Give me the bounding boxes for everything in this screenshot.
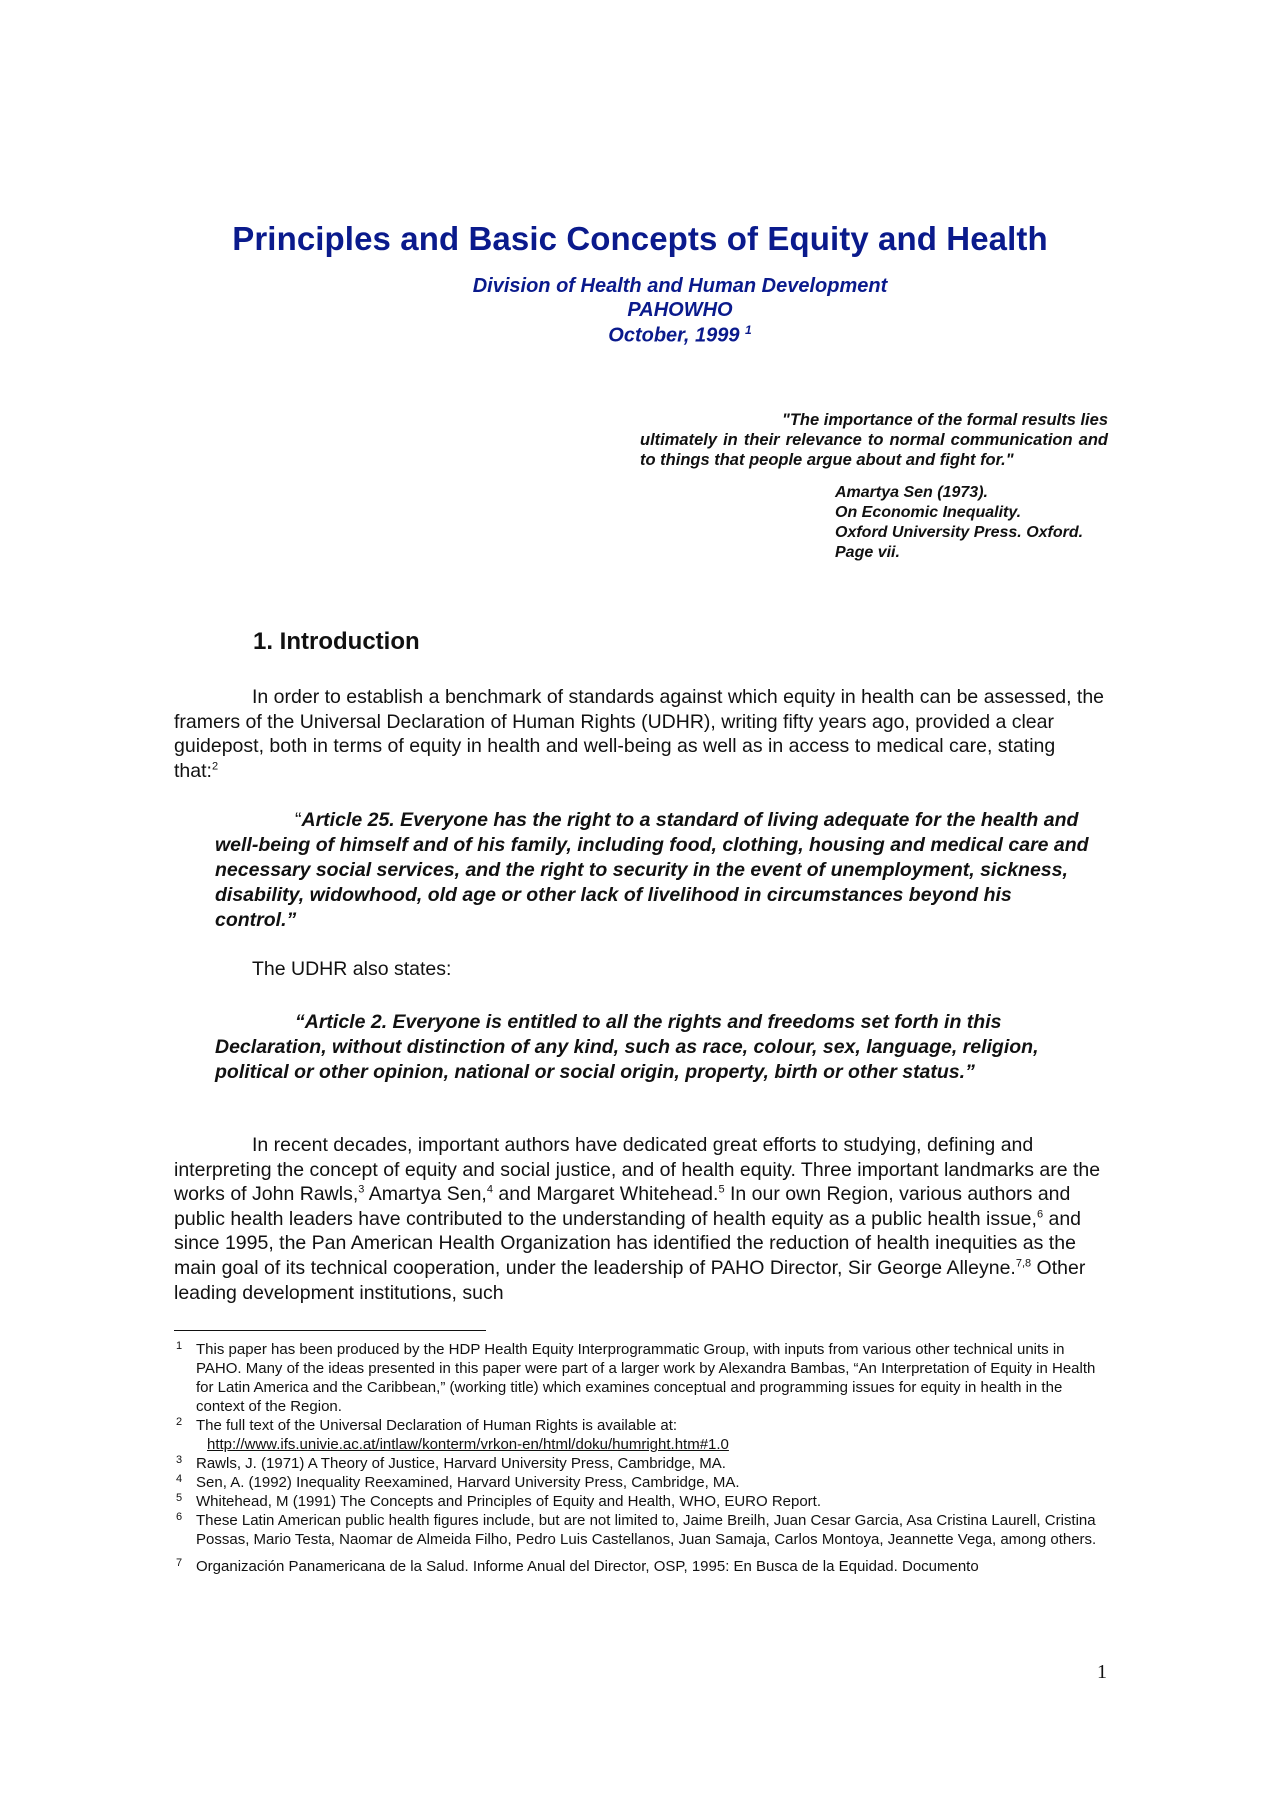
paragraph-3 xyxy=(174,1133,1104,1305)
p3-part-e: and since 1995, the Pan American Health Organization has identified the reduction of health inequities as the main goal of its technical cooperation, under the leadership of PAHO Director, Sir George Alleyne. xyxy=(174,1207,1082,1279)
footnote-ref-7-8[interactable]: 7,8 xyxy=(1015,1257,1032,1270)
footnote-3-number: 3 xyxy=(176,1454,183,1466)
footnote-6-number: 6 xyxy=(176,1511,183,1523)
p3-part-a: In recent decades, important authors have dedicated great efforts to studying, defining and interpreting the concept of equity and social justice, and of health equity. Three important landmarks are the works of John Rawls, xyxy=(174,1134,1101,1206)
organization-subtitle: PAHOWHO xyxy=(627,299,733,321)
paragraph-2-text: The UDHR also states: xyxy=(252,958,452,980)
footnote-2-number: 2 xyxy=(176,1416,183,1428)
footnote-1 xyxy=(174,1340,1104,1416)
open-quote-mark: “ xyxy=(295,809,302,831)
division-subtitle: Division of Health and Human Development xyxy=(472,275,888,297)
footnote-ref-2[interactable]: 2 xyxy=(211,760,219,773)
page-title: Principles and Basic Concepts of Equity and Health xyxy=(232,220,1048,257)
source-author: Amartya Sen (1973). xyxy=(835,484,988,501)
footnote-7-number: 7 xyxy=(176,1557,183,1569)
p3-part-f: Other leading development institutions, such xyxy=(174,1256,1086,1304)
footnote-ref-1[interactable]: 1 xyxy=(745,323,752,337)
footnote-1-number: 1 xyxy=(176,1340,183,1352)
paragraph-1 xyxy=(174,685,1104,783)
footnote-4-text: Sen, A. (1992) Inequality Reexamined, Harvard University Press, Cambridge, MA. xyxy=(196,1474,740,1491)
date-text: October, 1999 xyxy=(608,324,740,347)
article-25-quote xyxy=(215,808,1095,933)
epigraph-line-2: ultimately in their relevance to normal communication and to things that people argue about and fight for." xyxy=(640,431,1108,469)
epigraph-line-1: "The importance of the formal results lies xyxy=(782,411,1108,429)
udhr-link[interactable]: http://www.ifs.univie.ac.at/intlaw/konterm/vrkon-en/html/doku/humright.htm#1.0 xyxy=(207,1436,729,1453)
paragraph-1-text: In order to establish a benchmark of standards against which equity in health can be assessed, the framers of the Universal Declaration of Human Rights (UDHR), writing fifty years ago, provided a clear guidepost, both in terms of equity in health and well-being as well as in access to medical care, stating that: xyxy=(174,686,1105,782)
article-25-text: Article 25. Everyone has the right to a standard of living adequate for the health and well-being of himself and of his family, including food, clothing, housing and medical care and necessary social services, and the right to security in the event of unemployment, sickness, disability, widowhood, old age or other lack of livelihood in circumstances beyond his control.” xyxy=(215,809,1089,931)
footnote-6-text: These Latin American public health figures include, but are not limited to, Jaime Breilh, Juan Cesar Garcia, Asa Cristina Laurell, Cristina Possas, Mario Testa, Naomar de Almeida Filho, Pedro Luis Castellanos, Juan Samaja, Carlos Montoya, Jeannette Vega, among others. xyxy=(196,1512,1097,1548)
article-2-text: “Article 2. Everyone is entitled to all the rights and freedoms set forth in this Declaration, without distinction of any kind, such as race, colour, sex, language, religion, political or other opinion, national or social origin, property, birth or other status.” xyxy=(215,1011,1039,1083)
footnote-2 xyxy=(174,1416,1104,1454)
footnotes xyxy=(174,1340,1104,1576)
p3-part-d: In our own Region, various authors and public health leaders have contributed to the understanding of health equity as a public health issue, xyxy=(174,1183,1071,1230)
footnote-6 xyxy=(174,1511,1104,1549)
epigraph-quote xyxy=(640,410,1108,470)
footnote-ref-3[interactable]: 3 xyxy=(358,1183,365,1196)
page-number: 1 xyxy=(1097,1661,1107,1683)
p3-part-c: and Margaret Whitehead. xyxy=(492,1183,719,1206)
date-subtitle xyxy=(0,323,1280,348)
footnote-2-text: The full text of the Universal Declaration of Human Rights is available at: xyxy=(196,1417,678,1434)
footnote-1-text: This paper has been produced by the HDP Health Equity Interprogrammatic Group, with inputs from various other technical units in PAHO. Many of the ideas presented in this paper were part of a larger work by Alexandra Bambas, “An Interpretation of Equity in Health for Latin America and the Caribbean,” (working title) which examines conceptual and programming issues for equity in health in the context of the Region. xyxy=(196,1341,1096,1415)
source-title: On Economic Inequality. xyxy=(835,504,1022,521)
footnote-7-text: Organización Panamericana de la Salud. Informe Anual del Director, OSP, 1995: En Busca de la Equidad. Documento xyxy=(196,1558,979,1575)
article-2-quote xyxy=(215,1010,1095,1085)
footnote-ref-5[interactable]: 5 xyxy=(718,1183,725,1196)
footnote-7 xyxy=(174,1557,1104,1576)
footnote-5 xyxy=(174,1492,1104,1511)
source-publisher: Oxford University Press. Oxford. xyxy=(835,524,1084,541)
footnote-5-number: 5 xyxy=(176,1492,183,1504)
footnote-ref-6[interactable]: 6 xyxy=(1036,1208,1044,1221)
paragraph-2 xyxy=(174,957,1104,982)
p3-part-b: Amartya Sen, xyxy=(364,1183,487,1206)
footnote-divider xyxy=(174,1330,486,1331)
epigraph-source xyxy=(835,483,1083,563)
footnote-4-number: 4 xyxy=(176,1473,183,1485)
footnote-4 xyxy=(174,1473,1104,1492)
source-page: Page vii. xyxy=(835,544,900,561)
footnote-5-text: Whitehead, M (1991) The Concepts and Principles of Equity and Health, WHO, EURO Report. xyxy=(196,1493,822,1510)
footnote-3 xyxy=(174,1454,1104,1473)
section-heading: 1. Introduction xyxy=(253,628,420,655)
footnote-3-text: Rawls, J. (1971) A Theory of Justice, Harvard University Press, Cambridge, MA. xyxy=(196,1455,726,1472)
footnote-ref-4[interactable]: 4 xyxy=(486,1183,493,1196)
